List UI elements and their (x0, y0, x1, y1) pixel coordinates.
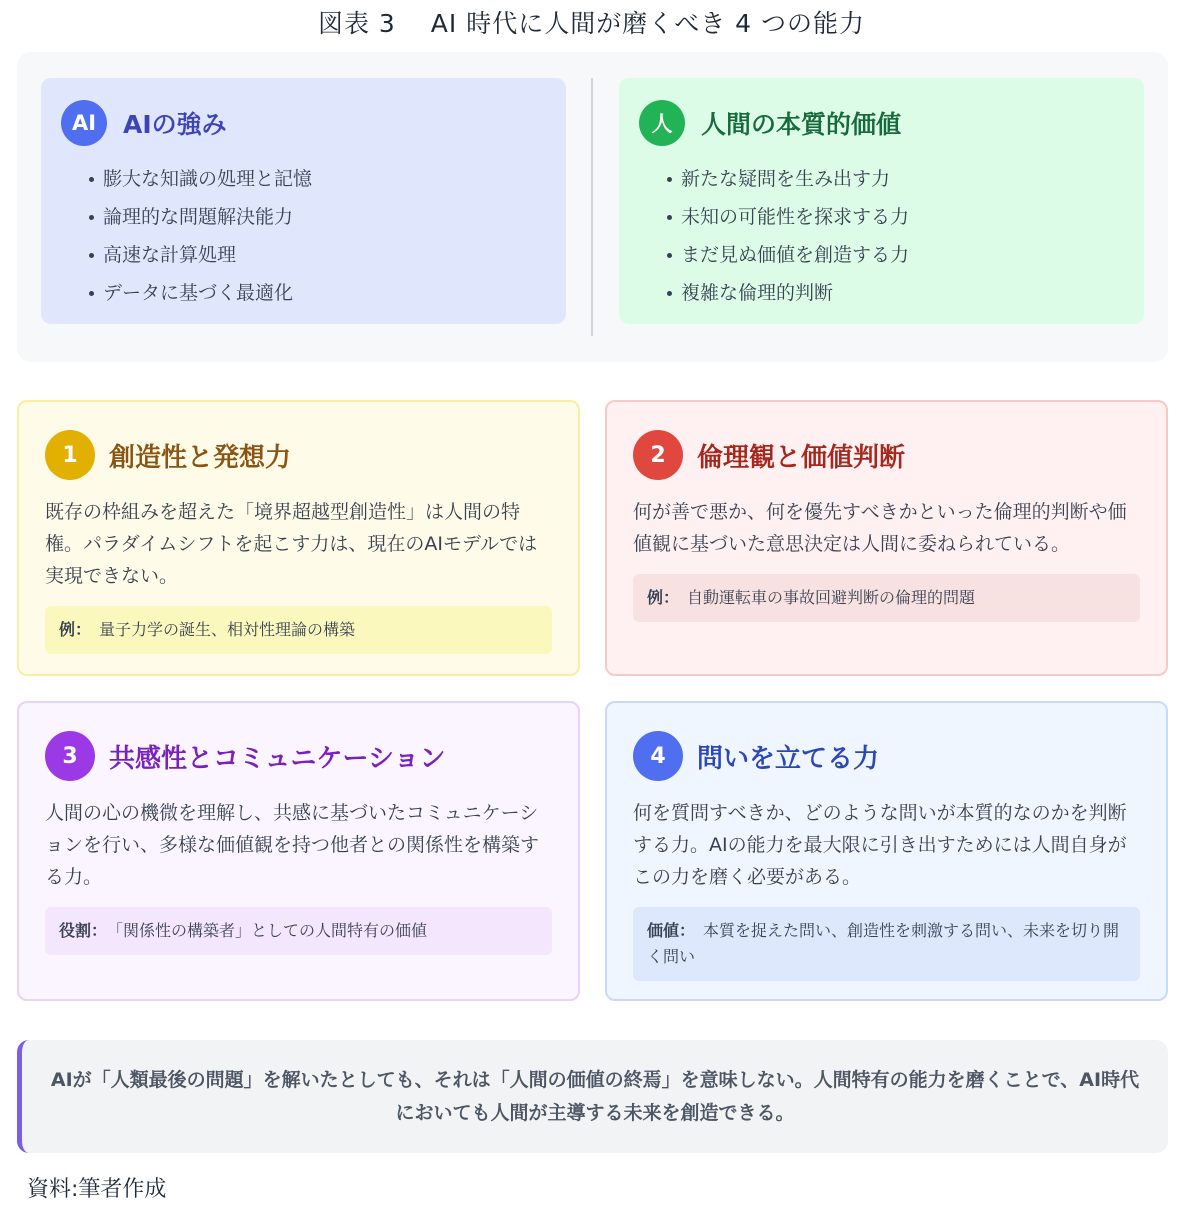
card-header (633, 430, 1140, 480)
human-badge: 人 (639, 100, 685, 146)
ability-card-creativity (17, 400, 580, 676)
list-item-text: 複雑な倫理的判断 (681, 282, 834, 304)
bullet-icon (89, 177, 94, 182)
list-item-text: まだ見ぬ価値を創造する力 (681, 244, 910, 266)
number-badge: 4 (633, 731, 683, 781)
card-description: 何が善で悪か、何を優先すべきかといった倫理的判断や価値観に基づいた意思決定は人間に委ねられている。 (633, 501, 1127, 555)
ability-card-questioning (605, 701, 1168, 1001)
list-item (89, 198, 546, 236)
bullet-icon (89, 291, 94, 296)
bullet-icon (89, 215, 94, 220)
card-title: 問いを立てる力 (697, 743, 880, 774)
value-note (633, 907, 1140, 981)
bullet-icon (667, 177, 672, 182)
card-header (45, 430, 552, 480)
ai-badge: AI (61, 100, 107, 146)
ai-strengths-title: AIの強み (123, 110, 227, 139)
human-value-header (639, 100, 1124, 146)
note-label: 役割： (59, 921, 108, 940)
bullet-icon (667, 291, 672, 296)
source-note: 資料:筆者作成 (27, 1177, 167, 1202)
list-item-text: 論理的な問題解決能力 (103, 206, 294, 228)
number-badge: 2 (633, 430, 683, 480)
card-description: 人間の心の機微を理解し、共感に基づいたコミュニケーションを行い、多様な価値観を持つ他者との関係性を構築する力。 (45, 802, 540, 888)
card-header (45, 731, 552, 781)
note-label: 例： (647, 588, 680, 607)
list-item (89, 236, 546, 274)
note-text: 本質を捉えた問い、創造性を刺激する問い、未来を切り開く問い (647, 921, 1120, 966)
note-text: 量子力学の誕生、相対性理論の構築 (99, 620, 356, 639)
list-item (667, 198, 1124, 236)
figure-title: 図表 3 AI 時代に人間が磨くべき 4 つの能力 (317, 9, 866, 38)
card-description: 既存の枠組みを超えた「境界超越型創造性」は人間の特権。パラダイムシフトを起こす力は、現在のAIモデルでは実現できない。 (45, 501, 538, 587)
ai-strengths-header (61, 100, 546, 146)
note-label: 価値： (647, 921, 696, 940)
card-header (633, 731, 1140, 781)
ability-card-empathy (17, 701, 580, 1001)
example-note (633, 574, 1140, 622)
card-title: 共感性とコミュニケーション (109, 743, 446, 774)
ability-card-ethics (605, 400, 1168, 676)
list-item-text: データに基づく最適化 (103, 282, 294, 304)
conclusion-box (17, 1040, 1168, 1153)
example-note (45, 606, 552, 654)
note-text: 「関係性の構築者」としての人間特有の価値 (115, 921, 428, 940)
list-item-text: 新たな疑問を生み出す力 (681, 168, 891, 190)
note-label: 例： (59, 620, 92, 639)
list-item-text: 高速な計算処理 (103, 244, 237, 266)
ai-strengths-box (41, 78, 566, 324)
conclusion-text: AIが「人類最後の問題」を解いたとしても、それは「人間の価値の終焉」を意味しない。人間特有の能力を磨くことで、AI時代においても人間が主導する未来を創造できる。 (50, 1068, 1140, 1124)
card-title: 倫理観と価値判断 (697, 442, 906, 473)
role-note (45, 907, 552, 955)
list-item (89, 274, 546, 312)
list-item-text: 膨大な知識の処理と記憶 (103, 168, 313, 190)
list-item (667, 274, 1124, 312)
note-text: 自動運転車の事故回避判断の倫理的問題 (687, 588, 976, 607)
list-item-text: 未知の可能性を探求する力 (681, 206, 910, 228)
card-description: 何を質問すべきか、どのような問いが本質的なのかを判断する力。AIの能力を最大限に引き出すためには人間自身がこの力を磨く必要がある。 (633, 802, 1127, 888)
human-value-box (619, 78, 1144, 324)
bullet-icon (667, 253, 672, 258)
list-item (667, 236, 1124, 274)
bullet-icon (667, 215, 672, 220)
list-item (89, 160, 546, 198)
number-badge: 1 (45, 430, 95, 480)
comparison-divider (591, 78, 593, 336)
comparison-panel (17, 52, 1168, 362)
human-value-title: 人間の本質的価値 (701, 110, 902, 139)
list-item (667, 160, 1124, 198)
bullet-icon (89, 253, 94, 258)
human-value-list (639, 160, 1124, 312)
card-title: 創造性と発想力 (109, 442, 292, 473)
number-badge: 3 (45, 731, 95, 781)
ai-strengths-list (61, 160, 546, 312)
